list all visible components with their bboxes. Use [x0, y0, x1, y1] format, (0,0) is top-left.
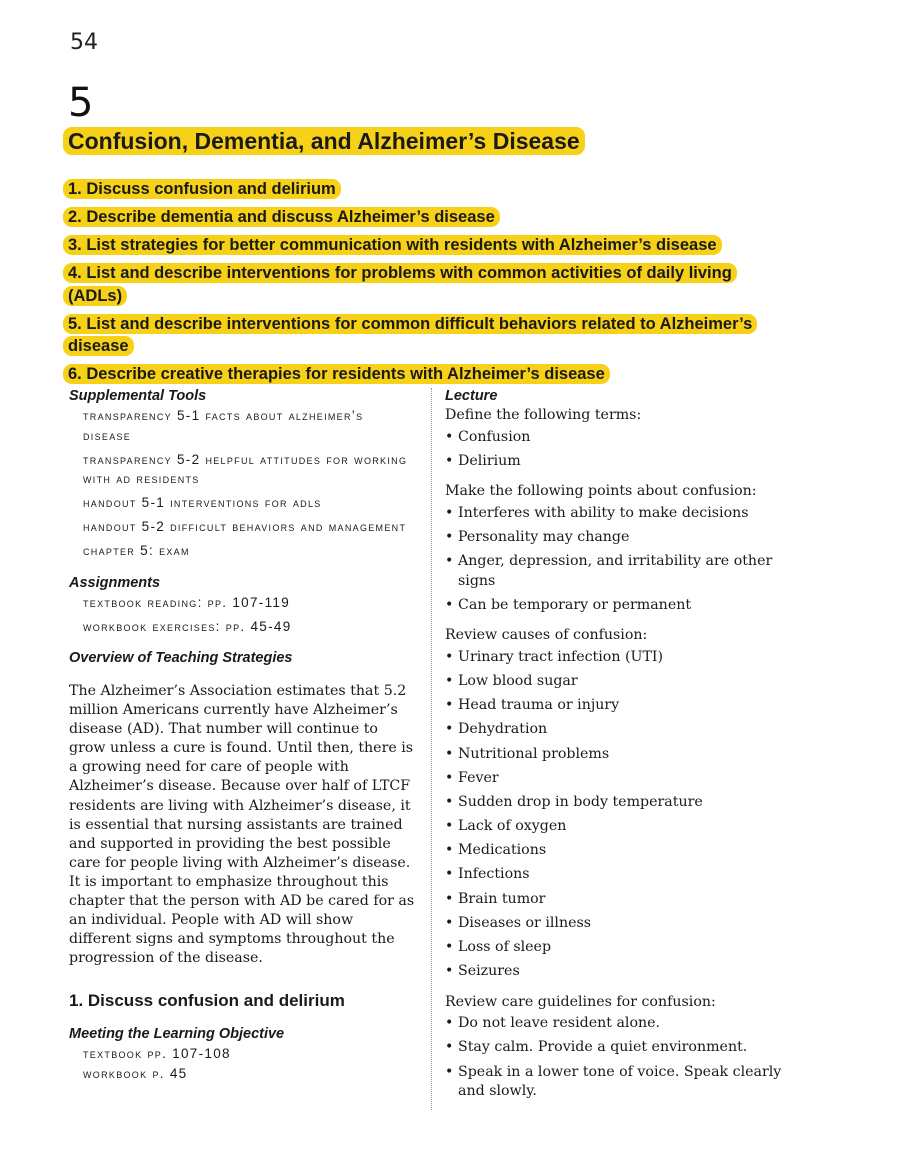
section1-heading: 1. Discuss confusion and delirium	[69, 991, 345, 1011]
tool-item: transparency 5-1 facts about alzheimer’s disease	[83, 408, 364, 443]
bullet-item: • Interferes with ability to make decisions	[445, 504, 805, 524]
chapter-title-text: Confusion, Dementia, and Alzheimer’s Disease	[63, 127, 585, 155]
bullet-item: • Sudden drop in body temperature	[445, 793, 805, 813]
bullet-item: • Stay calm. Provide a quiet environment.	[445, 1038, 805, 1058]
assignment-item: textbook reading: pp. 107-119	[83, 594, 291, 610]
chapter-number: 5	[68, 80, 94, 126]
tool-item: handout 5-2 difficult behaviors and management	[83, 519, 407, 534]
lecture-lead: Define the following terms:	[445, 407, 642, 423]
supplemental-tools-heading: Supplemental Tools	[69, 388, 207, 404]
bullet-item: • Low blood sugar	[445, 672, 805, 692]
bullet-item: • Infections	[445, 865, 805, 885]
bullet-item: • Do not leave resident alone.	[445, 1014, 805, 1034]
bullet-item: • Confusion	[445, 428, 805, 448]
bullet-item: • Urinary tract infection (UTI)	[445, 648, 805, 668]
bullet-item: • Lack of oxygen	[445, 817, 805, 837]
tool-item: transparency 5-2 helpful attitudes for working with ad residents	[83, 451, 408, 486]
column-divider	[431, 388, 432, 1110]
objective-text: 6. Describe creative therapies for residents with Alzheimer’s disease	[63, 364, 610, 384]
page-number: 54	[70, 30, 98, 55]
objective-item	[63, 313, 793, 358]
bullet-item: • Loss of sleep	[445, 938, 805, 958]
assignments-heading: Assignments	[69, 574, 161, 591]
reference-item: textbook pp. 107-108	[83, 1046, 231, 1062]
bullet-item: • Diseases or illness	[445, 914, 805, 934]
bullet-list	[445, 428, 805, 472]
lecture-lead: Review care guidelines for confusion:	[445, 993, 716, 1010]
left-column	[69, 386, 415, 1088]
objective-item	[63, 363, 793, 386]
bullet-item: • Fever	[445, 769, 805, 789]
lecture-lead: Review causes of confusion:	[445, 627, 648, 644]
bullet-item: • Brain tumor	[445, 890, 805, 910]
bullet-item: • Medications	[445, 841, 805, 861]
objective-text: 1. Discuss confusion and delirium	[63, 179, 341, 199]
objective-text: 4. List and describe interventions for problems with common activities of daily living (ADLs)	[63, 263, 737, 306]
bullet-item: • Seizures	[445, 962, 805, 982]
learning-objectives	[63, 178, 793, 391]
bullet-item: • Dehydration	[445, 720, 805, 740]
tool-item: chapter 5: exam	[83, 543, 190, 558]
lecture-lead: Make the following points about confusion:	[445, 483, 757, 500]
reference-item: workbook p. 45	[83, 1065, 188, 1081]
objective-item	[63, 178, 793, 201]
bullet-item: • Speak in a lower tone of voice. Speak clearly and slowly.	[445, 1063, 805, 1102]
bullet-item: • Head trauma or injury	[445, 696, 805, 716]
right-column	[445, 386, 805, 1113]
objective-text: 5. List and describe interventions for common difficult behaviors related to Alzheimer’s disease	[63, 314, 757, 357]
bullet-list	[445, 504, 805, 616]
assignment-item: workbook exercises: pp. 45-49	[83, 618, 292, 634]
objective-text: 2. Describe dementia and discuss Alzheimer’s disease	[63, 207, 500, 227]
chapter-title	[63, 126, 585, 156]
bullet-list	[445, 648, 805, 982]
bullet-item: • Anger, depression, and irritability are other signs	[445, 552, 805, 591]
supplemental-tools-list	[69, 406, 415, 561]
section1-refs	[69, 1044, 415, 1083]
assignments-list	[69, 593, 415, 637]
lecture-heading: Lecture	[445, 388, 498, 404]
objective-item	[63, 206, 793, 229]
objective-item	[63, 234, 793, 257]
objective-item	[63, 262, 793, 307]
objective-text: 3. List strategies for better communication with residents with Alzheimer’s disease	[63, 235, 722, 255]
meeting-objective-heading: Meeting the Learning Objective	[69, 1026, 285, 1043]
bullet-item: • Personality may change	[445, 528, 805, 548]
tool-item: handout 5-1 interventions for adls	[83, 495, 322, 510]
bullet-item: • Can be temporary or permanent	[445, 596, 805, 616]
bullet-item: • Delirium	[445, 452, 805, 472]
bullet-item: • Nutritional problems	[445, 745, 805, 765]
overview-paragraph: The Alzheimer’s Association estimates that 5.2 million Americans currently have Alzheimer’s disease (AD). That number will continue to grow unless a cure is found. Until then, there is a growing need for care of people with Alzheimer’s disease. Because over half of LTCF residents are living with Alzheimer’s disease, it is essential that nursing assistants are trained and supported in providing the best possible care for people living with Alzheimer’s disease. It is important to emphasize throughout this chapter that the person with AD be cared for as an individual. People with AD will show different signs and symptoms throughout the progression of the disease.	[69, 683, 415, 967]
overview-heading: Overview of Teaching Strategies	[69, 650, 293, 666]
bullet-list	[445, 1014, 805, 1101]
